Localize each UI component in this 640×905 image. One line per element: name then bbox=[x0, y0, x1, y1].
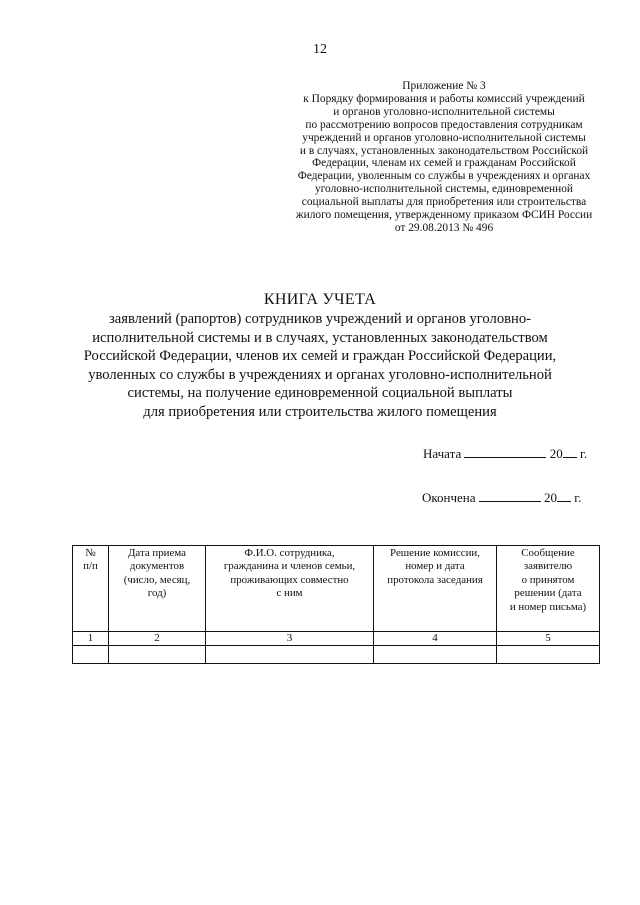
appendix-line: Федерации, членам их семей и гражданам Российской bbox=[312, 157, 576, 170]
empty-cell bbox=[374, 646, 497, 664]
document-title: КНИГА УЧЕТА bbox=[263, 291, 377, 308]
started-label: Начата bbox=[423, 446, 462, 461]
empty-table-row bbox=[73, 646, 600, 664]
started-year-suffix: г. bbox=[579, 446, 588, 461]
appendix-line: от 29.08.2013 № 496 bbox=[394, 221, 494, 234]
ended-year-prefix: 20 bbox=[544, 490, 558, 505]
appendix-line: Федерации, уволенным со службы в учреждениях и органах bbox=[297, 170, 591, 183]
empty-cell bbox=[497, 646, 600, 664]
header-cell-name: Ф.И.О. сотрудника, гражданина и членов семьи, проживающих совместно с ним bbox=[206, 546, 374, 632]
ended-date-line bbox=[422, 490, 581, 506]
appendix-line: жилого помещения, утвержденному приказом ФСИН России bbox=[295, 209, 593, 222]
header-cell-date: Дата приема документов (число, месяц, год) bbox=[109, 546, 206, 632]
header-cell-decision: Решение комиссии, номер и дата протокола заседания bbox=[374, 546, 497, 632]
column-number-row bbox=[73, 632, 600, 646]
started-date-line bbox=[423, 446, 587, 462]
subtitle-line: уволенных со службы в учреждениях и органах уголовно-исполнительной bbox=[88, 366, 552, 383]
table-header-row bbox=[73, 546, 600, 632]
document-subtitle bbox=[80, 310, 560, 422]
empty-cell bbox=[109, 646, 206, 664]
header-cell-notice: Сообщение заявителю о принятом решении (дата и номер письма) bbox=[497, 546, 600, 632]
record-table bbox=[72, 545, 600, 664]
column-number: 5 bbox=[497, 632, 600, 646]
column-number: 3 bbox=[206, 632, 374, 646]
appendix-line: социальной выплаты для приобретения или строительства bbox=[301, 196, 587, 209]
empty-cell bbox=[73, 646, 109, 664]
started-year-blank bbox=[563, 446, 577, 458]
subtitle-line: для приобретения или строительства жилого помещения bbox=[143, 403, 497, 420]
ended-year-suffix: г. bbox=[574, 490, 582, 505]
appendix-line: учреждений и органов уголовно-исполнительной системы bbox=[302, 131, 586, 144]
appendix-line: по рассмотрению вопросов предоставления сотрудникам bbox=[305, 118, 583, 131]
ended-date-blank bbox=[479, 490, 541, 502]
subtitle-line: заявлений (рапортов) сотрудников учреждений и органов уголовно- bbox=[109, 311, 531, 327]
started-year-prefix: 20 bbox=[549, 446, 563, 461]
appendix-line: к Порядку формирования и работы комиссий учреждений bbox=[303, 92, 585, 105]
subtitle-line: Российской Федерации, членов их семей и граждан Российской Федерации, bbox=[83, 348, 557, 365]
column-number: 4 bbox=[374, 632, 497, 646]
ended-label: Окончена bbox=[422, 490, 476, 505]
appendix-line: уголовно-исполнительной системы, единовременной bbox=[314, 183, 574, 196]
subtitle-line: исполнительной системы и в случаях, установленных законодательством bbox=[92, 329, 548, 346]
appendix-line: Приложение № 3 bbox=[402, 80, 486, 92]
appendix-note bbox=[252, 80, 636, 235]
column-number: 2 bbox=[109, 632, 206, 646]
subtitle-line: системы, на получение единовременной социальной выплаты bbox=[127, 385, 513, 402]
appendix-line: и в случаях, установленных законодательством Российской bbox=[299, 144, 589, 157]
header-cell-number: № п/п bbox=[73, 546, 109, 632]
column-number: 1 bbox=[73, 632, 109, 646]
empty-cell bbox=[206, 646, 374, 664]
appendix-line: и органов уголовно-исполнительной системы bbox=[333, 105, 555, 118]
ended-year-blank bbox=[557, 490, 571, 502]
started-date-blank bbox=[464, 446, 546, 458]
page-number: 12 bbox=[313, 42, 327, 57]
